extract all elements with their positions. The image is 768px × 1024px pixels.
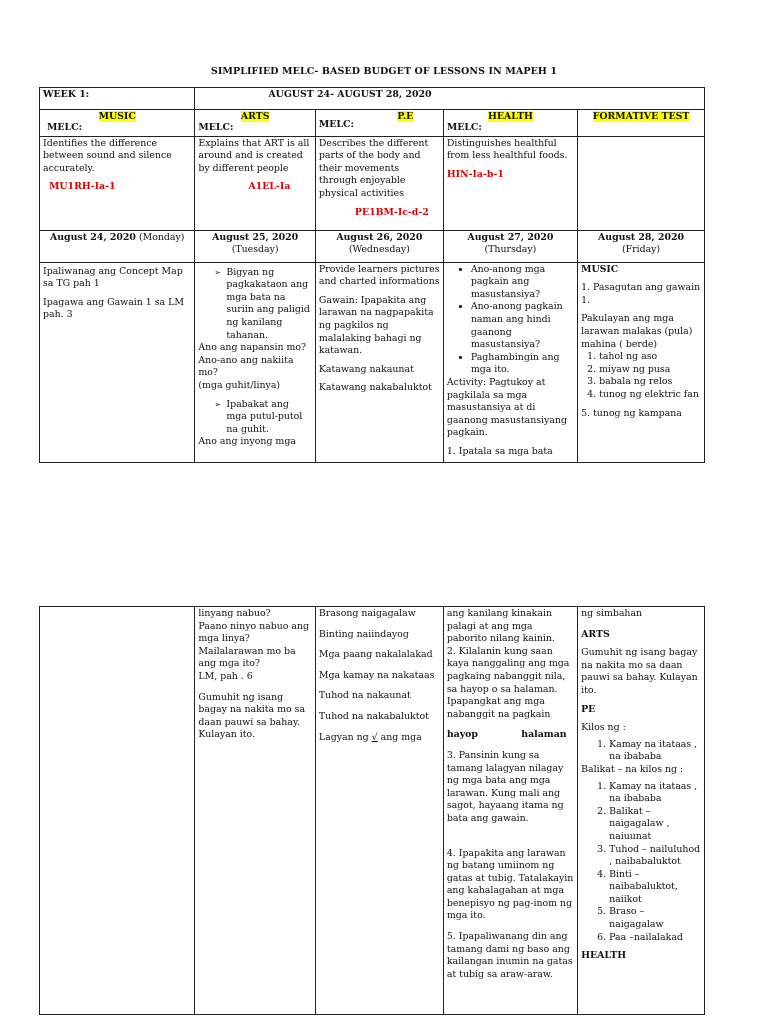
friday-pe-item: 3. Tuhod – nailuluhod , naibabaluktot xyxy=(609,844,701,869)
formative-melc-cell xyxy=(578,136,705,230)
arts-melc-text: Explains that ART is all around and is created by different people xyxy=(198,137,310,174)
check-mark: √ xyxy=(371,731,378,743)
day-tuesday: (Tuesday) xyxy=(231,244,279,256)
check-line-text-b: ang mga xyxy=(377,731,422,743)
grouping-animal: hayop xyxy=(446,729,478,741)
health-melc-text: Distinguishes healthful from less healthful foods. xyxy=(446,137,568,162)
pe-melc-text: Describes the different parts of the body and their movements through enjoyable physical activities xyxy=(318,137,429,199)
music-melc-cell xyxy=(40,136,195,230)
arts-header-cell xyxy=(195,110,316,137)
music-header-cell xyxy=(40,110,195,137)
tuesday-bullet-1: ➢ Bigyan ng pagkakataon ang mga bata na suriin ang paligid ng kanilang tahanan. xyxy=(214,267,312,343)
wednesday-item-2: Katawang nakabaluktot xyxy=(318,382,432,394)
tuesday-cont-line-4: LM, pah . 6 xyxy=(198,670,253,682)
tuesday-question-2: Ano-ano ang nakiita mo? xyxy=(198,354,294,379)
tuesday-question-1: Ano ang napansin mo? xyxy=(198,342,307,354)
thursday-cont-line-1: ang kanilang kinakain palagi at ang mga paborito nilang kainin. xyxy=(446,608,555,645)
date-cell-thursday xyxy=(443,230,577,262)
friday-arts-heading: ARTS xyxy=(581,628,610,640)
health-header: HEALTH xyxy=(487,111,533,122)
date-cell-tuesday xyxy=(195,230,316,262)
music-melc-code: MU1RH-Ia-1 xyxy=(49,181,116,193)
health-melc-code: HIN-Ia-b-1 xyxy=(446,168,504,180)
thursday-cont-line-3: Ipapangkat ang mga nabanggit na pagkain xyxy=(446,696,551,720)
thursday-activity: Activity: Pagtukoy at pagkilala sa mga masustansiya at di gaanong masustansiyang pagkain. xyxy=(446,376,567,439)
date-cell-monday xyxy=(40,230,195,262)
friday-arts-task: Gumuhit ng isang bagay na nakita mo sa daan pauwi sa bahay. Kulayan ito. xyxy=(581,647,698,696)
date-thursday: August 27, 2020 xyxy=(467,231,554,243)
friday-cont-line-1: ng simbahan xyxy=(581,608,643,619)
friday-sound-item: 4. tunog ng elektric fan xyxy=(599,389,701,402)
wednesday-cont-item: Mga paang nakalalakad xyxy=(318,649,433,661)
tuesday-bullet-2: ➢ Ipabakat ang mga putul-putol na guhit. xyxy=(214,399,312,437)
thursday-cont-line-4: 3. Pansinin kung sa tamang lalagyan nilagay ng mga bata ang mga larawan. Kung mali ang sagot, hayaang itama ng bata ang gawain. xyxy=(446,749,564,824)
melc-label: MELC: xyxy=(446,122,482,133)
friday-sound-item: 2. miyaw ng pusa xyxy=(599,364,701,377)
melc-label: MELC: xyxy=(318,119,354,130)
date-cell-friday xyxy=(578,230,705,262)
date-monday: August 24, 2020 xyxy=(49,231,136,243)
arts-header: ARTS xyxy=(240,111,270,122)
wednesday-continued xyxy=(315,607,443,1015)
wednesday-item-1: Katawang nakaunat xyxy=(318,363,414,375)
tuesday-question-4: Ano ang inyong mga xyxy=(198,436,296,448)
thursday-continued xyxy=(443,607,577,1015)
pe-header: P.E xyxy=(397,111,414,122)
document-title: SIMPLIFIED MELC- BASED BUDGET OF LESSONS IN MAPEH 1 xyxy=(210,66,558,77)
tuesday-continued xyxy=(195,607,316,1015)
tuesday-cont-line-1: linyang nabuo? xyxy=(198,608,271,619)
pe-melc-cell xyxy=(315,136,443,230)
tuesday-activities xyxy=(195,262,316,462)
friday-sound-item-5: 5. tunog ng kampana xyxy=(581,407,682,419)
tuesday-cont-line-3: Mailalarawan mo ba ang mga ito? xyxy=(198,645,296,670)
arts-melc-cell xyxy=(195,136,316,230)
lesson-table-page1 xyxy=(39,87,705,463)
thursday-bullet-2: • Ano-anong pagkain naman ang hindi gaanong masustansiya? xyxy=(471,301,574,351)
thursday-cont-line-5: 4. Ipapakita ang larawan ng batang umiinom ng gatas at tubig. Tatalakayin ang kahalagahan at mga benepisyo ng pag-inom ng mga ito. xyxy=(446,847,574,922)
tuesday-question-3: (mga guhit/linya) xyxy=(198,379,281,391)
melc-label: MELC: xyxy=(47,122,83,133)
friday-step-2: Pakulayan ang mga larawan malakas (pula) xyxy=(581,313,693,337)
pe-header-cell xyxy=(315,110,443,137)
friday-pe-item: 1. Kamay na itataas , na ibababa xyxy=(609,739,701,764)
thursday-grouping xyxy=(447,729,574,742)
wednesday-step-1: Provide learners pictures and charted informations xyxy=(318,263,440,288)
week-label: WEEK 1: xyxy=(40,88,195,110)
monday-activities xyxy=(40,262,195,462)
friday-music-heading: MUSIC xyxy=(581,263,619,275)
friday-step-3: mahina ( berde) xyxy=(581,338,658,350)
wednesday-cont-item: Mga kamay na nakataas xyxy=(318,669,435,681)
wednesday-step-2: Gawain: Ipapakita ang larawan na nagpapakita ng pagkilos ng malalaking bahagi ng katawan. xyxy=(318,294,434,357)
date-friday: August 28, 2020 xyxy=(598,231,685,243)
lesson-table-page2 xyxy=(39,606,705,1015)
friday-pe-shoulder: Balikat – na kilos ng : xyxy=(581,763,684,775)
friday-pe-item: 4. Binti – naibabaluktot, naiikot xyxy=(609,869,701,907)
monday-continued xyxy=(40,607,195,1015)
friday-pe-intro: Kilos ng : xyxy=(581,722,626,734)
friday-pe-item: 5. Braso – naigagalaw xyxy=(609,906,701,931)
date-tuesday: August 25, 2020 xyxy=(212,231,299,243)
wednesday-cont-check-line xyxy=(319,732,440,745)
friday-pe-item: 1. Kamay na itataas , na ibababa xyxy=(609,781,701,806)
day-wednesday: (Wednesday) xyxy=(348,244,410,256)
arts-melc-code: A1EL-Ia xyxy=(248,181,291,193)
thursday-bullet-3: • Paghambingin ang mga ito. xyxy=(471,352,574,377)
wednesday-activities xyxy=(315,262,443,462)
friday-pe-item: 2. Balikat – naigagalaw , naiuunat xyxy=(609,806,701,844)
friday-pe-heading: PE xyxy=(581,703,596,715)
day-monday: (Monday) xyxy=(138,231,185,243)
friday-pe-item: 6. Paa –nailalakad xyxy=(609,932,701,945)
health-header-cell xyxy=(443,110,577,137)
friday-sound-item: 3. babala ng relos xyxy=(599,376,701,389)
wednesday-cont-item: Tuhod na nakabaluktot xyxy=(318,710,429,722)
grouping-plant: halaman xyxy=(521,729,567,741)
health-melc-cell xyxy=(443,136,577,230)
melc-label: MELC: xyxy=(198,122,234,133)
thursday-activities xyxy=(443,262,577,462)
thursday-cont-line-6: 5. Ipapaliwanang din ang tamang dami ng baso ang kailangan inumin na gatas at tubig sa araw-araw. xyxy=(446,931,573,980)
friday-activities xyxy=(578,262,705,462)
formative-test-header: FORMATIVE TEST xyxy=(592,111,690,122)
friday-continued xyxy=(578,607,705,1015)
friday-sound-item: 1. tahol ng aso xyxy=(599,351,701,364)
thursday-cont-line-2: 2. Kilalanin kung saan kaya nanggaling ang mga pagkaing nabanggit nila, sa hayop o sa halaman. xyxy=(446,645,570,695)
pe-melc-code: PE1BM-Ic-d-2 xyxy=(354,206,429,218)
day-friday: (Friday) xyxy=(621,244,661,256)
date-wednesday: August 26, 2020 xyxy=(336,231,423,243)
music-header: MUSIC xyxy=(98,111,136,122)
thursday-bullet-1: • Ano-anong mga pagkain ang masustansiya? xyxy=(471,264,574,302)
friday-health-heading: HEALTH xyxy=(581,950,627,962)
wednesday-cont-item: Binting naiindayog xyxy=(318,628,409,640)
week-dates: AUGUST 24- AUGUST 28, 2020 xyxy=(195,88,705,110)
wednesday-cont-item: Tuhod na nakaunat xyxy=(318,690,411,702)
formative-test-header-cell xyxy=(578,110,705,137)
wednesday-cont-item: Brasong naigagalaw xyxy=(318,608,416,619)
tuesday-cont-line-5: Gumuhit ng isang bagay na nakita mo sa daan pauwi sa bahay. Kulayan ito. xyxy=(198,691,306,741)
tuesday-cont-line-2: Paano ninyo nabuo ang mga linya? xyxy=(198,620,310,645)
monday-step-1: Ipaliwanag ang Concept Map sa TG pah 1 xyxy=(43,265,183,290)
monday-step-2: Ipagawa ang Gawain 1 sa LM pah. 3 xyxy=(43,296,184,321)
day-thursday: (Thursday) xyxy=(484,244,537,256)
thursday-step-1: 1. Ipatala sa mga bata xyxy=(446,445,553,457)
check-line-text-a: Lagyan ng xyxy=(318,731,372,743)
date-cell-wednesday xyxy=(315,230,443,262)
music-melc-text: Identifies the difference between sound and silence accurately. xyxy=(43,137,172,174)
friday-step-1: 1. Pasagutan ang gawain 1. xyxy=(581,282,701,306)
